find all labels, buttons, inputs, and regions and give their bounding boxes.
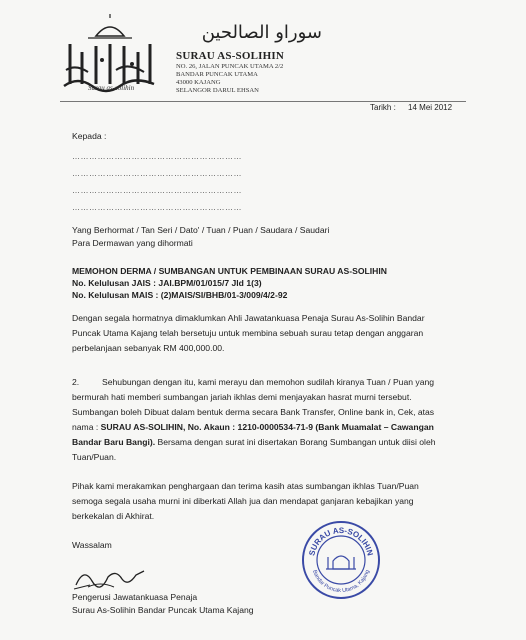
recipient-label: Kepada : [72, 131, 107, 141]
official-stamp [300, 519, 382, 601]
org-name: SURAU AS-SOLIHIN [176, 50, 285, 62]
subject-mais: No. Kelulusan MAIS : (2)MAIS/SI/BHB/01-3/009/4/2-92 [72, 290, 288, 300]
para2-account-prefix: nama : [72, 422, 101, 432]
address-line: NO. 26, JALAN PUNCAK UTAMA 2/2 [176, 63, 284, 70]
para2-enclosure: Bersama dengan surat ini disertakan Borang Sumbangan untuk diisi oleh [155, 437, 436, 447]
para2-line [72, 437, 436, 448]
recipient-line: …………………………………………………… [72, 203, 242, 212]
para2-line: Tuan/Puan. [72, 452, 117, 462]
para2-line: Sumbangan boleh Dibuat dalam bentuk derma secara Bank Transfer, Online bank in, Cek, atas [72, 407, 435, 417]
header-divider [60, 101, 466, 102]
arabic-name-text: سوراو الصالحين [201, 22, 322, 43]
para2-account-details: SURAU AS-SOLIHIN, No. Akaun : 1210-0000534-71-9 (Bank Muamalat – Cawangan [100, 422, 434, 432]
para2-bank-branch: Bandar Baru Bangi). [72, 437, 156, 447]
date-value: 14 Mei 2012 [408, 103, 453, 112]
date-label: Tarikh : [370, 103, 396, 112]
recipient-line: …………………………………………………… [72, 169, 242, 178]
date-line [370, 103, 452, 112]
para1-line: Puncak Utama Kajang telah bersetuju untuk membina sebuah surau tetap dengan anggaran [72, 328, 424, 338]
stamp-top-text: SURAU AS-SOLIHIN [307, 525, 375, 557]
subject-jais: No. Kelulusan JAIS : JAI.BPM/01/015/7 Jld 1(3) [72, 278, 262, 288]
recipient-line: …………………………………………………… [72, 186, 242, 195]
address-line: 43000 KAJANG [176, 79, 221, 86]
para1-line: Dengan segala hormatnya dimaklumkan Ahli Jawatankuasa Penaja Surau As-Solihin Bandar [72, 313, 425, 323]
para1-line: perbelanjaan sebanyak RM 400,000.00. [72, 343, 225, 353]
arabic-name [174, 16, 324, 48]
para3-line: Pihak kami merakamkan penghargaan dan terima kasih atas sumbangan ikhlas Tuan/Puan [72, 481, 419, 491]
handwritten-signature [70, 563, 150, 593]
signatory-org: Surau As-Solihin Bandar Puncak Utama Kajang [72, 605, 254, 615]
salutation-line: Yang Berhormat / Tan Seri / Dato' / Tuan / Puan / Saudara / Saudari [72, 225, 330, 235]
subject-title: MEMOHON DERMA / SUMBANGAN UNTUK PEMBINAAN SURAU AS-SOLIHIN [72, 266, 387, 276]
logo-caption: Surau as-solihin [88, 84, 135, 92]
address-line: SELANGOR DARUL EHSAN [176, 87, 259, 94]
para3-line: semoga segala usaha murni ini diberkati Allah jua dan mendapat ganjaran kebajikan yang [72, 496, 414, 506]
para2-line: bermurah hati memberi sumbangan jariah ikhlas demi menjayakan hasrat murni tersebut. [72, 392, 412, 402]
para2-line [72, 422, 434, 433]
para3-line: berkekalan di Akhirat. [72, 511, 155, 521]
closing: Wassalam [72, 540, 112, 550]
salutation-line: Para Dermawan yang dihormati [72, 238, 193, 248]
stamp-bottom-text: Bandar Puncak Utama, Kajang [311, 569, 371, 595]
recipient-line: …………………………………………………… [72, 152, 242, 161]
signatory-title: Pengerusi Jawatankuasa Penaja [72, 592, 198, 602]
para2-line: Sehubungan dengan itu, kami merayu dan memohon sudilah kiranya Tuan / Puan yang [102, 377, 435, 387]
para2-number: 2. [72, 377, 80, 387]
svg-text:Bandar Puncak Utama, Kajang [311, 569, 371, 594]
address-line: BANDAR PUNCAK UTAMA [176, 71, 258, 78]
